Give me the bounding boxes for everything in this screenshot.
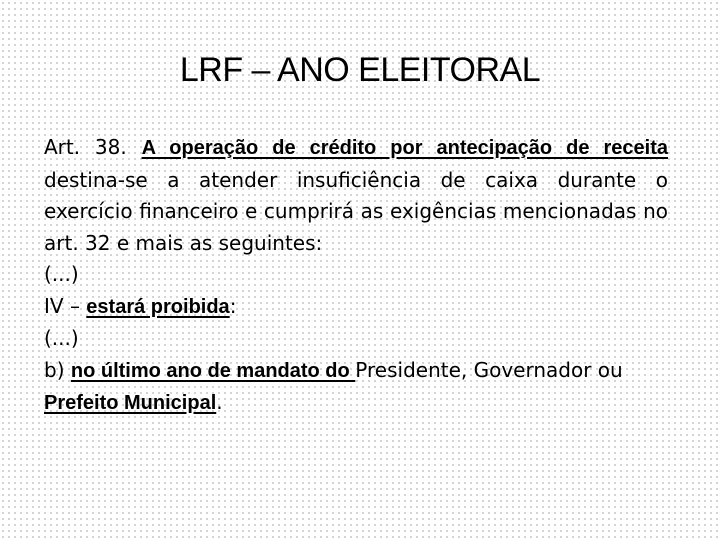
item-iv	[44, 291, 668, 324]
slide-body	[44, 132, 668, 420]
item-iv-prefix: IV –	[44, 293, 87, 318]
ellipsis-line-2: (...)	[44, 326, 79, 350]
item-b-underlined-2: Prefeito Municipal	[44, 392, 217, 414]
item-b-middle: Presidente, Governador ou	[355, 357, 623, 382]
item-b-underlined: no último ano de mandato do	[70, 359, 356, 382]
item-iv-suffix: :	[229, 293, 237, 318]
item-iv-underlined: estará proibida	[86, 295, 230, 318]
item-b-prefix: b)	[44, 357, 71, 382]
article-intro: Art. 38.	[44, 135, 142, 159]
article-rest: destina-se a atender insuficiência de caixa durante o exercício financeiro e cumprirá as exigências mencionadas no art. 32 e mais as seguintes:	[44, 167, 668, 255]
article-paragraph	[44, 132, 668, 259]
ellipsis-line-1: (...)	[44, 262, 79, 286]
slide-title: LRF – ANO ELEITORAL	[179, 51, 541, 89]
item-b-suffix: .	[216, 390, 223, 414]
article-subject: A operação de crédito por antecipação de receita	[141, 137, 669, 159]
item-b	[44, 355, 668, 420]
